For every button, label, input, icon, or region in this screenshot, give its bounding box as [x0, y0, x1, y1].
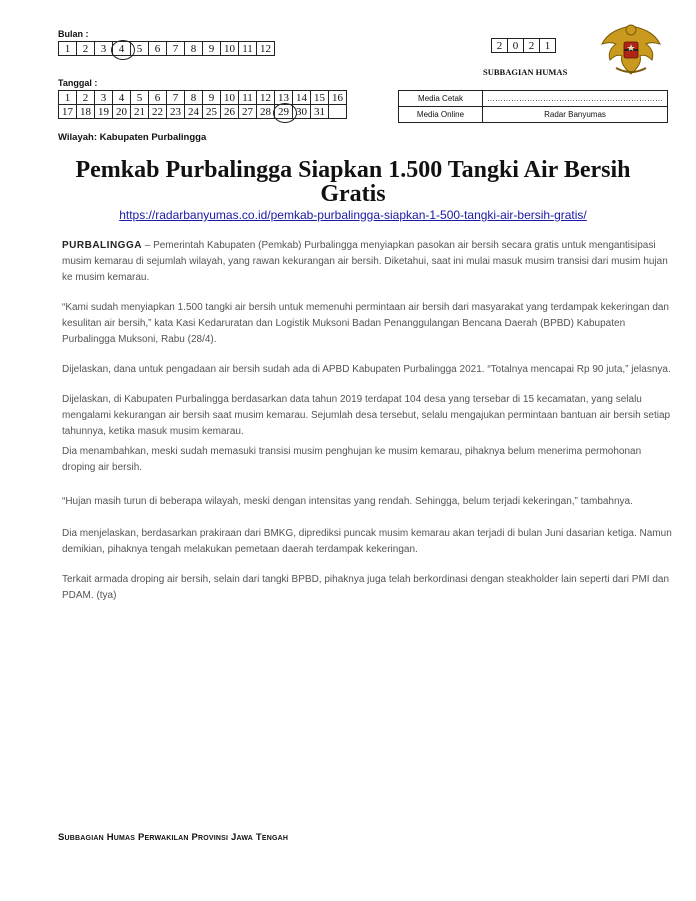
grid-cell: 11 [239, 42, 257, 56]
page-footer: Subbagian Humas Perwakilan Provinsi Jawa Tengah [58, 832, 289, 843]
bulan-label: Bulan : [58, 29, 89, 39]
grid-cell: 22 [149, 105, 167, 119]
grid-cell: 6 [149, 42, 167, 56]
grid-cell: 10 [221, 42, 239, 56]
article-paragraph: PURBALINGGA – Pemerintah Kabupaten (Pemkab) Purbalingga menyiapkan pasokan air bersih secara gratis untuk mengantisipasi musim kemarau di sejumlah wilayah, yang rawan kekurangan air bersih. Diketahui, saat ini mulai masuk musim transisi dari musim hujan ke musim kemarau. [62, 240, 668, 283]
grid-cell: 2 [524, 39, 540, 53]
media-online-value: Radar Banyumas [483, 107, 668, 123]
tanggal-label: Tanggal : [58, 78, 98, 88]
grid-cell: 31 [311, 105, 329, 119]
day-grid [58, 90, 347, 119]
grid-cell: 25 [203, 105, 221, 119]
grid-cell: 18 [77, 105, 95, 119]
article-paragraph: Terkait armada droping air bersih, selain dari tangki BPBD, pihaknya juga telah berkordinasi dengan steakholder lain seperti dari PMI dan PDAM. (tya) [62, 574, 670, 601]
grid-cell: 7 [167, 42, 185, 56]
office-label: SUBBAGIAN HUMAS [483, 67, 568, 77]
grid-cell: 3 [95, 91, 113, 105]
article-paragraph: Dia menjelaskan, berdasarkan prakiraan dari BMKG, diprediksi puncak musim kemarau akan terjadi di bulan Juni dasarian ketiga. Namun demikian, pihaknya tengah melakukan pemetaan daerah terdampak kekeringan. [62, 528, 672, 555]
grid-cell: 23 [167, 105, 185, 119]
grid-cell: 15 [311, 91, 329, 105]
article-paragraph: “Hujan masih turun di beberapa wilayah, meski dengan intensitas yang rendah. Sehingga, belum terjadi kekeringan,” tambahnya. [62, 496, 633, 507]
media-table [398, 90, 668, 123]
grid-cell: 12 [257, 42, 275, 56]
grid-cell: 13 [275, 91, 293, 105]
grid-cell: 4 [113, 91, 131, 105]
grid-cell: 11 [239, 91, 257, 105]
grid-cell: 20 [113, 105, 131, 119]
grid-cell: 17 [59, 105, 77, 119]
grid-cell: 0 [508, 39, 524, 53]
grid-cell: 10 [221, 91, 239, 105]
grid-cell: 30 [293, 105, 311, 119]
grid-cell: 8 [185, 42, 203, 56]
grid-cell: 2 [77, 42, 95, 56]
grid-cell [329, 105, 347, 119]
grid-cell: 9 [203, 91, 221, 105]
article-title-line2: Gratis [320, 181, 386, 207]
grid-cell: 12 [257, 91, 275, 105]
grid-cell: 1 [59, 91, 77, 105]
media-cetak-value: ………………………………………………………… [483, 91, 668, 107]
grid-cell: 14 [293, 91, 311, 105]
grid-cell: 9 [203, 42, 221, 56]
article-title [58, 158, 648, 206]
article-url-link[interactable]: https://radarbanyumas.co.id/pemkab-purbalingga-siapkan-1-500-tangki-air-bersih-gratis/ [119, 208, 587, 222]
media-online-label: Media Online [399, 107, 483, 123]
grid-cell: 3 [95, 42, 113, 56]
grid-cell: 2 [77, 91, 95, 105]
article-title-line1: Pemkab Purbalingga Siapkan 1.500 Tangki Air Bersih [75, 157, 631, 183]
article-paragraph: Dia menambahkan, meski sudah memasuki transisi musim penghujan ke musim kemarau, pihaknya belum menerima permohonan droping air bersih. [62, 446, 642, 473]
grid-cell: 8 [185, 91, 203, 105]
grid-cell: 5 [131, 42, 149, 56]
grid-cell: 29 [275, 105, 293, 119]
month-grid [58, 41, 275, 56]
media-cetak-label: Media Cetak [399, 91, 483, 107]
grid-cell: 1 [59, 42, 77, 56]
year-box [491, 38, 556, 53]
grid-cell: 6 [149, 91, 167, 105]
article-body [62, 238, 672, 618]
grid-cell: 24 [185, 105, 203, 119]
grid-cell: 1 [540, 39, 556, 53]
wilayah-label: Wilayah: Kabupaten Purbalingga [58, 132, 207, 143]
grid-cell: 16 [329, 91, 347, 105]
grid-cell: 19 [95, 105, 113, 119]
grid-cell: 27 [239, 105, 257, 119]
article-paragraph: Dijelaskan, di Kabupaten Purbalingga berdasarkan data tahun 2019 terdapat 104 desa yang tersebar di 15 kecamatan, yang selalu mengalami kekurangan air bersih saat musim kemarau. Sejumlah desa tersebut, selalu mengajukan permintaan bantuan air bersih setiap tahunnya, ketika masuk musim kemarau. [62, 394, 671, 437]
article-paragraph: “Kami sudah menyiapkan 1.500 tangki air bersih untuk memenuhi permintaan air bersih dari masyarakat yang terdampak kekeringan dan kesulitan air bersih,” kata Kasi Kedaruratan dan Logistik Muksoni Badan Penanggulangan Bencana Daerah (BPBD) Kabupaten Purbalingga Muksoni, Rabu (28/4). [62, 302, 669, 345]
grid-cell: 7 [167, 91, 185, 105]
grid-cell: 28 [257, 105, 275, 119]
grid-cell: 21 [131, 105, 149, 119]
grid-cell: 2 [492, 39, 508, 53]
grid-cell: 26 [221, 105, 239, 119]
article-paragraph: Dijelaskan, dana untuk pengadaan air bersih sudah ada di APBD Kabupaten Purbalingga 2021. “Totalnya mencapai Rp 90 juta,” jelasnya. [62, 364, 671, 375]
grid-cell: 4 [113, 42, 131, 56]
garuda-emblem-icon [598, 18, 664, 80]
article-lead-word: PURBALINGGA [62, 240, 142, 251]
grid-cell: 5 [131, 91, 149, 105]
